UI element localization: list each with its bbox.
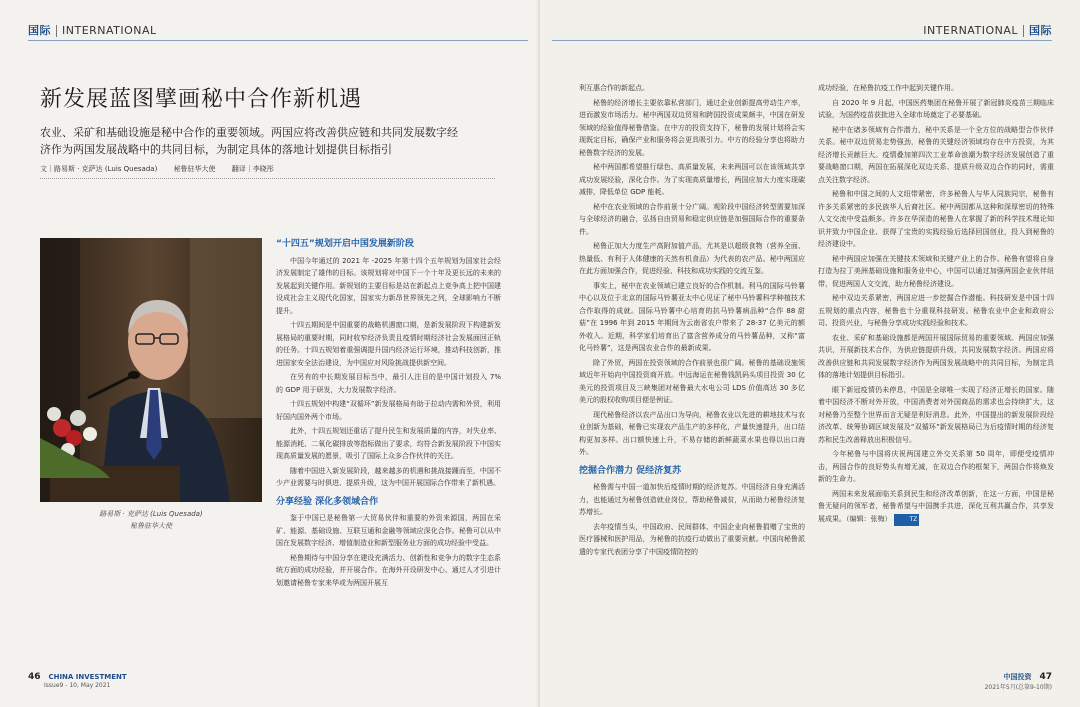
article-title: 新发展蓝图擘画秘中合作新机遇 <box>40 87 363 112</box>
closing-paragraph: 两国未来发展面临关系到民生和经济改革创新，在这一方面，中国是秘鲁无疑问的领军者，秘鲁希望与中国携手共进，深化互利共赢合作，共享发展成果。（编辑：张梅） <box>818 489 1054 523</box>
paragraph: 此外，十四五规划还重话了提升民生和发展质量的内容，对失业率、能源消耗、二氧化碳排放等指标做出了要求，均符合新发展阶段下中国实现高质量发展的愿景，吸引了国际上众多合作伙伴的关注。 <box>276 427 501 460</box>
paragraph: 成功经验，在秘鲁抗疫工作中起到关键作用。 <box>818 84 958 92</box>
paragraph: 秘鲁需与中国一道加快后疫情时期的经济复苏。中国经济自身充满活力，也能通过为秘鲁创造就业岗位，帮助秘鲁减贫，从而助力秘鲁经济复苏增长。 <box>579 483 805 516</box>
paragraph: 在另有的中长期发展目标当中，最引人注目的是中国计划投入 7% 的 GDP 用于研发，大力发展数字经济。 <box>276 373 501 394</box>
byline <box>40 164 288 174</box>
section-header-left <box>28 22 157 38</box>
byline-author: 文｜路易斯 · 克萨达 (Luis Quesada) <box>40 165 158 173</box>
paragraph: 十四五规划中构建“双循环”新发展格局有助于拉动内需和外贸，利用好国内国外两个市场。 <box>276 400 501 421</box>
magazine-name-en: CHINA INVESTMENT <box>48 673 127 681</box>
magazine-name-cn: 中国投资 <box>1003 673 1032 681</box>
paragraph: 去年疫情当头，中国政府、民间群体、中国企业向秘鲁捐赠了宝贵的医疗器械和医护用品，为秘鲁的抗疫行动做出了重要贡献。中国向秘鲁派遣的专家代表团分享了中国疫情防控的 <box>579 522 805 556</box>
section-label-cn: 国际 <box>1029 24 1052 37</box>
column-a <box>276 238 501 591</box>
paragraph: 秘鲁的经济增长主要依靠私营部门，通过企业创新提高劳动生产率，进而激发市场活力。秘中两国双边贸易和跨国投资成果颇丰，中国在研发领域的经验值得秘鲁借鉴。在中方的投资支持下，秘鲁的发展计划将会实现既定目标，确保产业和服务将会更具吸引力。中方的经验分享也将助力秘鲁数字经济的发展。 <box>579 98 805 157</box>
paragraph: 十四五期间是中国重要的战略机遇窗口期，是新发展阶段下构建新发展格局的重要时期，同时收窄经济负责且疫情时期经济社会发展面回正轨的任务。十四五规划着重强调提升国内经济运行环境，推动科技创新，推进国家安全法治建设，为中国应对风险挑战提供新空间。 <box>276 321 501 367</box>
paragraph: 利互惠合作的新起点。 <box>579 84 649 92</box>
article-lead: 农业、采矿和基础设施是秘中合作的重要领域。两国应将改善供应链和共同发展数字经济作为两国发展战略中的共同目标，为制定具体的落地计划提供目标指引 <box>40 126 458 156</box>
footer-left <box>28 672 127 689</box>
section-heading-3: 挖掘合作潜力 促经济复苏 <box>579 465 682 476</box>
paragraph: 现代秘鲁经济以农产品出口为导向，秘鲁农业以先进的耕地技术与农业创新为基础，秘鲁已实现农产品生产的多样化，产量快速提升，出口结构更加多样。出口额快速上升，不易存储的新鲜蔬菜水果也得以出口海外。 <box>579 410 805 456</box>
column-b <box>579 82 805 560</box>
issue-en: Issue9 - 10, May 2021 <box>44 682 111 689</box>
page-number-right: 47 <box>1039 672 1052 682</box>
paragraph: 秘中在诸多领域有合作潜力，秘中关系是一个全方位的战略型合作伙伴关系。秘中双边贸易走势强劲，秘鲁的关键经济领域均存在中方投资，为其经济增长贡献巨大。疫情叠加第四次工业革命浪潮为数字经济发展创造了重要战略窗口期，两国在拓展深化双边关系、提质升级双边合作的同时，需重点关注数字经济。 <box>818 125 1054 184</box>
paragraph: 事实上，秘中在农业领域已建立良好的合作机制。利马的国际马铃薯中心以及位于北京的国际马铃薯亚太中心见证了秘中马铃薯科学种植技术合作取得的成就。国际马铃薯中心培育的抗马铃薯病品种“合作 88 甜菇”在 1996 年到 2015 年期间为云南省农户带来了 28-37 亿美元的额外收入。近期，科学家们培育出了富含营养成分的马铃薯品种，又称“富化马铃薯”，这是两国农业合作的最新成果。 <box>579 281 805 352</box>
photo-caption <box>40 508 262 532</box>
footer-right <box>985 672 1052 691</box>
section-label-en: INTERNATIONAL <box>62 24 157 37</box>
paragraph: 自 2020 年 9 月起，中国医药集团在秘鲁开展了新冠肺炎疫苗三期临床试验，为国药疫苗获批进入全球市场奠定了必要基础。 <box>818 98 1054 119</box>
paragraph: 随着中国进入新发展阶段，越来越多的机遇和挑战接踵而至，中国不少产业需要与时俱进、提质升级，这为中国开展国际合作带来了新机遇。 <box>276 466 501 487</box>
end-mark: TZ <box>894 514 920 527</box>
section-label-en: INTERNATIONAL <box>923 24 1018 37</box>
paragraph: 今年秘鲁与中国将庆祝两国建立外交关系第 50 周年，即便受疫情冲击，两国合作的良好势头有增无减，在双边合作的框架下，两国合作将焕发新的生命力。 <box>818 450 1054 483</box>
paragraph: 眼下新冠疫情仍未停息，中国是全球唯一实现了经济正增长的国家。随着中国经济不断对外开放，中国消费者对外国商品的需求也会持续扩大，这对秘鲁乃至整个世界而言无疑是利好消息。此外，中国提出的新发展阶段经济改革、统筹协调区域发展及“双循环”新发展格局已为后疫情时期的经济复苏和民生改善释放出积极信号。 <box>818 385 1054 444</box>
section-label-cn: 国际 <box>28 24 51 37</box>
paragraph: 秘中两国应加强在关键技术领域和关键产业上的合作。秘鲁有望将自身打造为拉丁美洲基础设施和服务业中心，中国可以通过加强两国企业伙伴纽带，促进两国人文交流，助力秘鲁经济建设。 <box>818 254 1054 288</box>
caption-name: 路易斯 · 克萨达 (Luis Quesada) <box>99 510 203 518</box>
paragraph: 秘鲁和中国之间的人文纽带紧密，许多秘鲁人与华人同族同宗，秘鲁有许多关系紧密的多民族华人后裔社区。秘中两国都从这种和深厚密切的特殊人文交流中受益颇多。许多在华深造的秘鲁人在掌握了新的科学技术理论知识并致力中国企业、获得了宝贵的实践经验后选择回国创业，投入到秘鲁的经济建设中。 <box>818 190 1054 248</box>
paragraph: 秘中在农业领域的合作前景十分广阔。观阶段中国经济转型需要加深与全球经济的融合，弘扬自由贸易和稳定供应链是加强国际合作的重要条件。 <box>579 202 805 236</box>
paragraph: 秘中双边关系紧密，两国应进一步挖掘合作潜能。科技研发是中国十四五规划的重点内容，秘鲁也十分重视科技研发。秘鲁农业中企业和政府公司、投资兴业，与秘鲁分享成功实践经验和技术。 <box>818 294 1054 327</box>
ambassador-photo <box>40 238 262 502</box>
issue-cn: 2021年5月(总第9-10期) <box>984 684 1052 691</box>
paragraph: 秘中两国都希望推行绿色、高质量发展，未来两国可以在该领域共享成功发展经验，深化合作。为了实现高质量增长，两国应加大力度实现碳减排，降低单位 GDP 能耗。 <box>579 163 805 196</box>
column-c <box>818 82 1054 528</box>
caption-role: 秘鲁驻华大使 <box>130 522 172 530</box>
section-heading-2: 分享经验 深化多领域合作 <box>276 496 379 507</box>
paragraph: 秘鲁正加大力度生产高附加值产品，尤其是以超级食物（营养全面、热量低、有利于人体健康的天然有机食品）为代表的农产品。秘中两国应在此方面加强合作，促进经验、科技和成功实践的交流互鉴。 <box>579 242 805 275</box>
section-header-right <box>923 22 1052 38</box>
byline-translator: 翻译｜李晓彤 <box>231 165 274 173</box>
page-number-left: 46 <box>28 672 41 682</box>
section-heading-1: “十四五”规划开启中国发展新阶段 <box>276 239 414 249</box>
paragraph: 中国今年通过的 2021 年 -2025 年第十四个五年规划为国家社会经济发展制定了雄伟的目标。该规划将对中国下一个十年及更长远的未来的发展起到关键作用。新规划的主要目标是站在新起点上竞争高上把中国建设成社会主义现代化国家，国家实力新昂世界领先之列，全球影响力不断提升。 <box>276 256 501 315</box>
paragraph: 秘鲁期待与中国分享在建设充满活力、创新性和竞争力的数字生态系统方面的成功经验，并开展合作。在海外开设研发中心、通过人才引进计划邀请秘鲁专家来华或为两国开展互 <box>276 553 501 587</box>
paragraph: 农业、采矿和基础设施都是两国开展国际贸易的重要领域。两国应加强共识，开展新技术合作，为供应链提质升级，共同发展数字经济。两国应将改善供应链和共同发展数字经济作为两国发展战略中的共同目标，为制定具体的落地计划提供目标指引。 <box>818 333 1054 379</box>
paragraph: 鉴于中国已是秘鲁第一大贸易伙伴和重要的外资来源国，两国在采矿、能源、基础设施、互联互通和金融等领域应深化合作。秘鲁可以从中国在发展数字经济、增值制造业和新型服务业方面的成功经验中受益。 <box>276 514 501 547</box>
paragraph: 除了外贸，两国在投资领域的合作前景也很广阔。秘鲁的基础设施领域近年开始向中国投资商开放。中远海运在秘鲁钱凯码头项目投资 30 亿美元的投资项目及三峡集团对秘鲁最大水电公司 LDS 价值高达 30 多亿美元的股权收购项目便是例证。 <box>579 358 805 404</box>
paragraph <box>818 488 1054 527</box>
byline-role: 秘鲁驻华大使 <box>173 165 216 173</box>
